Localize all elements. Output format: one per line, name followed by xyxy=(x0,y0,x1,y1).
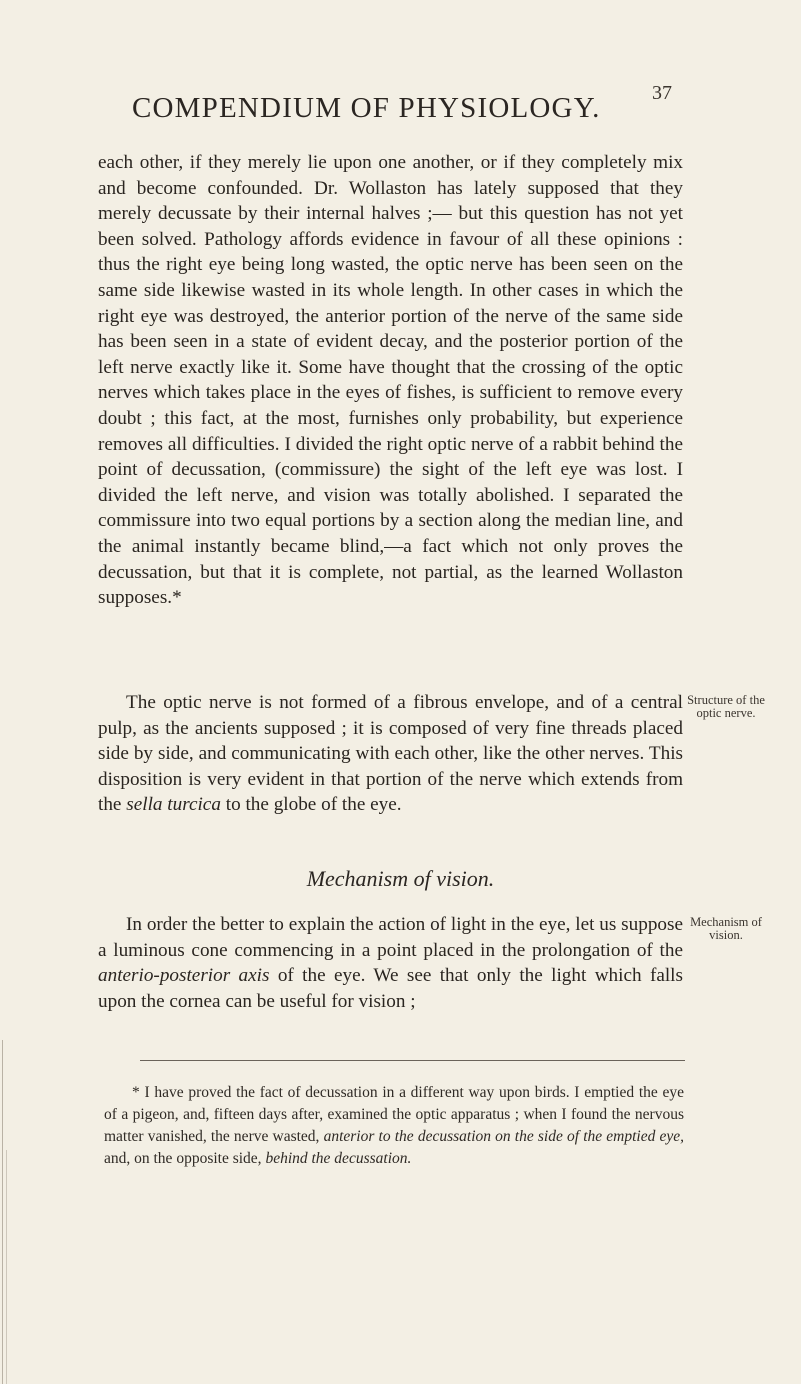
footnote-divider xyxy=(140,1060,685,1061)
paragraph-text-part: to the globe of the eye. xyxy=(220,794,402,816)
binding-edge-line xyxy=(6,1150,7,1384)
paragraph-text-part: of the eye. We see that only the light which falls upon the cornea can be useful for vision ; xyxy=(98,965,683,1012)
page-number: 37 xyxy=(652,82,672,104)
body-paragraph-2 xyxy=(98,690,683,818)
paragraph-text-part: The optic nerve is not formed of a fibrous envelope, and of a central pulp, as the ancients supposed ; it is composed of very fine threads placed side by side, and communicating with each other, like the other nerves. This disposition is very evident in that portion of the nerve which extends from the xyxy=(98,692,683,816)
binding-edge-line xyxy=(2,1040,3,1384)
running-title: COMPENDIUM OF PHYSIOLOGY. xyxy=(132,92,601,124)
footnote-text-part: and, on the opposite side, xyxy=(104,1150,266,1167)
paragraph-text: each other, if they merely lie upon one another, or if they completely mix and become confounded. Dr. Wollaston has lately supposed that they merely decussate by their internal halves ;— but this question has not yet been solved. Pathology affords evidence in favour of all these opinions : thus the right eye being long wasted, the optic nerve has been seen on the same side likewise wasted in its whole length. In other cases in which the right eye was destroyed, the anterior portion of the nerve of the same side has been seen in a state of evident decay, and the posterior portion of the left nerve exactly like it. Some have thought that the crossing of the optic nerves which takes place in the eyes of fishes, is sufficient to remove every doubt ; this fact, at the most, furnishes only probability, but experience removes all difficulties. I divided the right optic nerve of a rabbit behind the point of decussation, (commissure) the sight of the left eye was lost. I divided the left nerve, and vision was totally abolished. I separated the commissure into two equal portions by a section along the median line, and the animal instantly became blind,—a fact which not only proves the decussation, but that it is complete, not partial, as the learned Wollaston supposes.* xyxy=(98,152,683,609)
body-paragraph-1 xyxy=(98,150,683,611)
italic-term: sella turcica xyxy=(126,794,221,816)
margin-note-structure: Structure of the optic nerve. xyxy=(687,693,765,720)
body-paragraph-3 xyxy=(98,912,683,1014)
margin-note-mechanism: Mechanism of vision. xyxy=(690,915,762,942)
footnote-text xyxy=(104,1082,684,1170)
running-head xyxy=(0,82,801,132)
paragraph-text xyxy=(98,912,683,1014)
footnote-italic: anterior to the decussation on the side of the emptied eye, xyxy=(323,1128,684,1145)
section-heading: Mechanism of vision. xyxy=(306,866,495,891)
footnote-italic: behind the decussation. xyxy=(265,1150,412,1167)
footnote-text-part: * I have proved the fact of decussation in a different way upon birds. I emptied the eye of a pigeon, and, fifteen days after, examined the optic apparatus ; when I found the nervous matter vanished, the nerve wasted, xyxy=(104,1084,684,1145)
italic-term: anterio-posterior axis xyxy=(98,965,270,987)
paragraph-text-part: In order the better to explain the action of light in the eye, let us suppose a luminous cone commencing in a point placed in the prolongation of the xyxy=(98,914,683,961)
footnote xyxy=(104,1082,684,1170)
paragraph-text xyxy=(98,690,683,818)
